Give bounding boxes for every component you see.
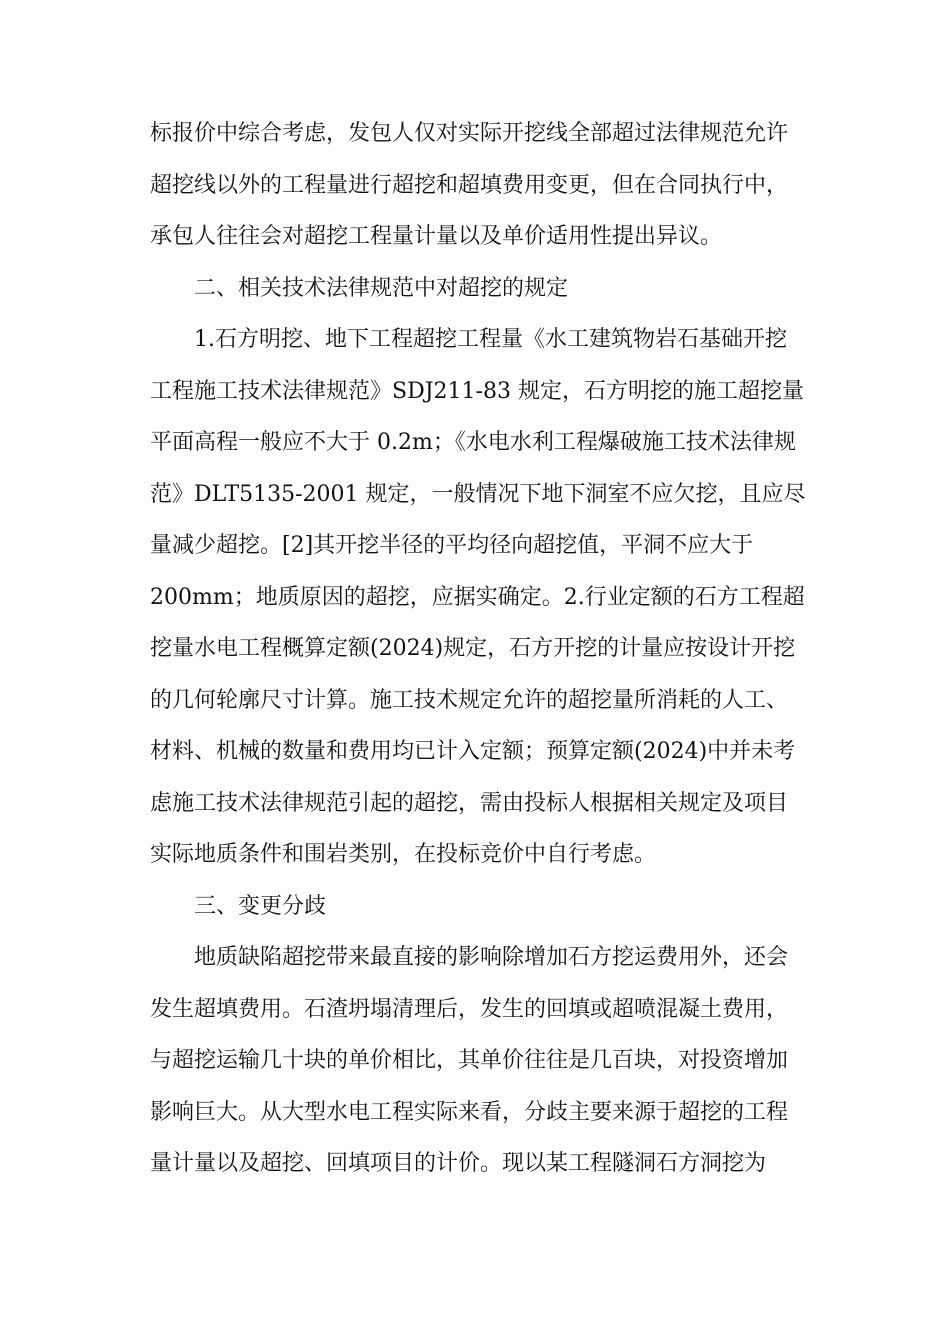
text-line: 量减少超挖。[2]其开挖半径的平均径向超挖值，平洞不应大于 <box>150 533 754 558</box>
text-line: 200mm；地质原因的超挖，应据实确定。2.行业定额的石方工程超 <box>150 584 805 610</box>
text-line: 范》DLT5135-2001 规定，一般情况下地下洞室不应欠挖，且应尽 <box>150 481 806 507</box>
text-line: 超挖线以外的工程量进行超挖和超填费用变更，但在合同执行中， <box>150 172 789 198</box>
text-line: 实际地质条件和围岩类别，在投标竞价中自行考虑。 <box>150 842 657 867</box>
text-line: 工程施工技术法律规范》SDJ211-83 规定，石方明挖的施工超挖量 <box>150 378 804 404</box>
text-line: 承包人往往会对超挖工程量计量以及单价适用性提出异议。 <box>150 224 723 249</box>
section-heading: 二、相关技术法律规范中对超挖的规定 <box>194 275 569 301</box>
text-line: 影响巨大。从大型水电工程实际来看，分歧主要来源于超挖的工程 <box>150 1099 789 1125</box>
document-page <box>150 108 806 1190</box>
text-line: 材料、机械的数量和费用均已计入定额；预算定额(2024)中并未考 <box>150 739 796 764</box>
text-line: 挖量水电工程概算定额(2024)规定，石方开挖的计量应按设计开挖 <box>150 636 796 661</box>
text-line: 与超挖运输几十块的单价相比，其单价往往是几百块，对投资增加 <box>150 1048 789 1073</box>
section-heading: 三、变更分歧 <box>194 893 327 919</box>
text-line: 平面高程一般应不大于 0.2m；《水电水利工程爆破施工技术法律规 <box>150 430 796 455</box>
text-line: 量计量以及超挖、回填项目的计价。现以某工程隧洞石方洞挖为 <box>150 1151 767 1176</box>
text-line: 地质缺陷超挖带来最直接的影响除增加石方挖运费用外，还会 <box>194 945 789 970</box>
text-line: 标报价中综合考虑，发包人仅对实际开挖线全部超过法律规范允许 <box>150 121 789 146</box>
text-line: 发生超填费用。石渣坍塌清理后，发生的回填或超喷混凝土费用， <box>150 996 789 1022</box>
text-line: 的几何轮廓尺寸计算。施工技术规定允许的超挖量所消耗的人工、 <box>150 687 789 713</box>
text-line: 虑施工技术法律规范引起的超挖，需由投标人根据相关规定及项目 <box>150 790 789 816</box>
text-line: 1.石方明挖、地下工程超挖工程量《水工建筑物岩石基础开挖 <box>194 327 787 352</box>
